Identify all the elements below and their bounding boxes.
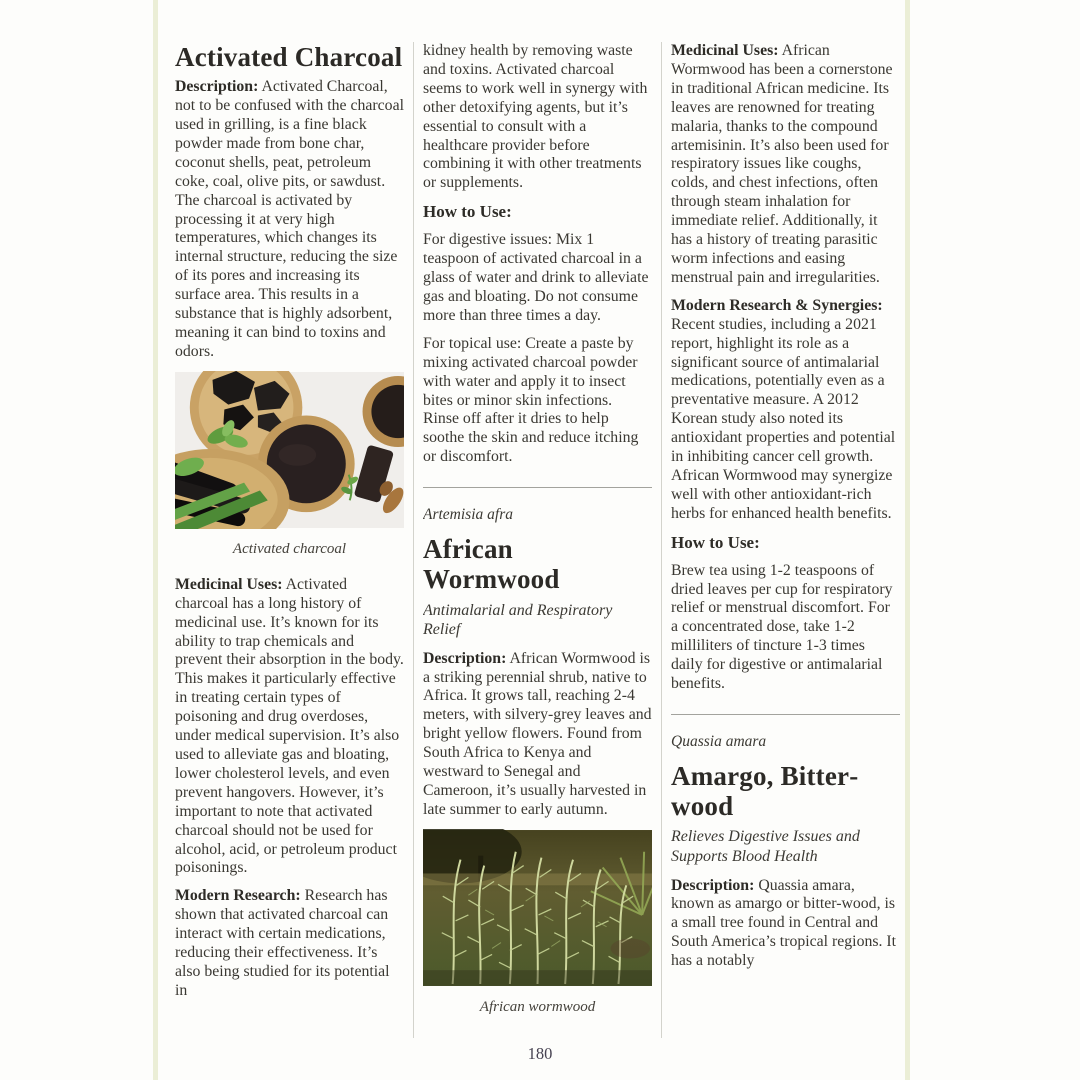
figure-caption: African wormwood [479, 998, 596, 1015]
modern-research-paragraph [175, 887, 404, 1000]
column-divider-2 [661, 42, 662, 1038]
description-paragraph [175, 78, 404, 362]
description-paragraph [423, 650, 652, 820]
entry-title-african-wormwood: African Wormwood [423, 534, 560, 595]
african-wormwood-photo [423, 829, 652, 987]
description-label: Description: [671, 876, 755, 894]
description-label: Description: [423, 649, 507, 667]
column-3 [671, 42, 900, 1038]
modern-research-text: Research has shown that activated charcoal can interact with certain medications, reducing their effectiveness. It’s also being studied for its potential in [175, 887, 390, 999]
medicinal-uses-paragraph [671, 42, 900, 288]
modern-research-label: Modern Research: [175, 887, 301, 905]
figure-caption: Activated charcoal [232, 540, 347, 557]
how-to-use-heading: How to Use: [423, 202, 512, 222]
entry-title-amargo-bitterwood: Amargo, Bitterwood [671, 761, 859, 822]
page-edge-right [905, 0, 910, 1080]
description-paragraph [671, 877, 900, 972]
species-name: Quassia amara [671, 733, 767, 750]
medicinal-uses-text: Activated charcoal has a long history of medicinal use. It’s known for its ability to trap chemicals and prevent their absorption in the body. This makes it particularly effective in treating certain types of poisoning and drug overdoses, under medical supervision. It’s also used to alleviate gas and bloating, lower cholesterol levels, and even prevent hangovers. However, it’s important to note that activated charcoal should not be used for alcohol, acid, or petroleum product poisonings. [175, 575, 404, 877]
modern-research-text: Recent studies, including a 2021 report, highlight its role as a significant source of antimalarial medications, potentially even as a preventative measure. A 2012 Korean study also noted its antioxidant properties and potential in inhibiting cancer cell growth. African Wormwood may synergize well with other antioxidant-rich herbs for enhanced health benefits. [671, 315, 896, 522]
section-divider [671, 714, 900, 715]
species-name: Artemisia afra [423, 506, 513, 524]
entry-subtitle: Relieves Digestive Issues and Supports Blood Health [671, 828, 860, 865]
usage-paragraph: Brew tea using 1-2 teaspoons of dried leaves per cup for respiratory relief or menstrual discomfort. For a concentrated dose, take 1-2 milliliters of tincture 1-3 times daily for digestive or antimalarial benefits. [671, 561, 893, 693]
page-edge-left [153, 0, 158, 1080]
description-text: African Wormwood is a striking perennial shrub, native to Africa. It grows tall, reaching 2-4 meters, with silvery-grey leaves and bright yellow flowers. Found from South Africa to Kenya and westward to Senegal and Cameroon, it’s usually harvested in late summer to early autumn. [423, 649, 652, 818]
column-divider-1 [413, 42, 414, 1038]
medicinal-uses-paragraph [175, 576, 404, 879]
activated-charcoal-photo [175, 371, 404, 529]
how-to-use-heading: How to Use: [671, 532, 760, 552]
entry-title-activated-charcoal: Activated Charcoal [175, 42, 403, 72]
usage-digestive-paragraph: For digestive issues: Mix 1 teaspoon of activated charcoal in a glass of water and drink to alleviate gas and bloating. Do not consume more than three times a day. [423, 231, 649, 324]
entry-subtitle: Antimalarial and Respiratory Relief [423, 601, 613, 639]
figure-activated-charcoal [175, 371, 404, 529]
modern-research-label: Modern Research & Synergies: [671, 296, 883, 314]
modern-research-paragraph [671, 297, 900, 524]
page-number: 180 [527, 1044, 553, 1063]
usage-topical-paragraph: For topical use: Create a paste by mixing activated charcoal powder with water and apply it to insect bites or minor skin infections. Rinse off after it dries to help soothe the skin and reduce itching or discomfort. [423, 334, 639, 466]
research-continuation-paragraph: kidney health by removing waste and toxins. Activated charcoal seems to work well in synergy with other detoxifying agents, but it’s essential to consult with a healthcare provider before combining it with other treatments or supplements. [423, 42, 648, 192]
description-text: Quassia amara, known as amargo or bitter-wood, is a small tree found in Central and South America’s tropical regions. It has a notably [671, 876, 897, 970]
description-label: Description: [175, 78, 259, 96]
description-text: Activated Charcoal, not to be confused with the charcoal used in grilling, is a fine black powder made from bone char, coconut shells, peat, petroleum coke, coal, olive pits, or sawdust. The charcoal is activated by processing it at very high temperatures, which changes its internal structure, reducing the size of its pores and increasing its surface area. This results in a substance that is highly adsorbent, meaning it can bind to toxins and odors. [175, 78, 404, 360]
page-content [175, 42, 901, 1038]
section-divider [423, 487, 652, 488]
column-1 [175, 42, 404, 1038]
medicinal-uses-label: Medicinal Uses: [175, 575, 283, 593]
figure-african-wormwood [423, 829, 652, 987]
medicinal-uses-text: African Wormwood has been a cornerstone in traditional African medicine. Its leaves are renowned for treating malaria, thanks to the compound artemisinin. It’s also been used for respiratory issues like coughs, colds, and chest infections, often through steam inhalation for immediate relief. Additionally, it has a history of treating parasitic worm infections and easing menstrual pain and irregularities. [671, 42, 893, 286]
column-2 [423, 42, 652, 1038]
medicinal-uses-label: Medicinal Uses: [671, 42, 779, 59]
